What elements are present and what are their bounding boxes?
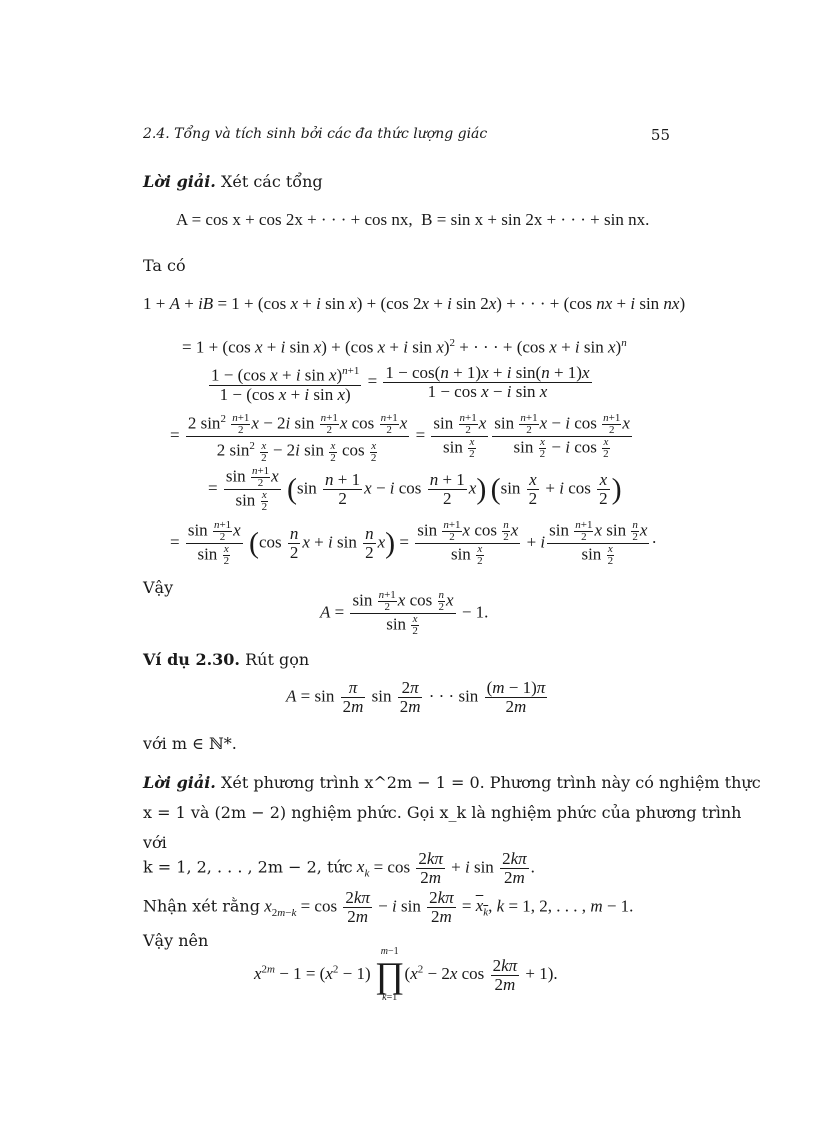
equation-result-A: A = sin $\frac{n+1}{2}$ x cos $\frac{n}{2}$ x sin $\frac{x}{2}$ − 1. [320,589,489,637]
solution2-line-4: k = 1, 2, . . . , 2m − 2, tức $x_k = \cos$ $\frac{2k\pi}{2m}$ + i sin $\frac{2k\pi}{2m}$ . [143,849,535,887]
solution2-text1: Xét phương trình x^2m − 1 = 0. Phương trình này có nghiệm thực [220,773,761,792]
equation-def-A-B [176,210,649,230]
vay: Vậy [143,578,174,597]
equation-line-4: = 2 $\sin^2$ $\frac{n+1}{2}$ x − 2i sin $\frac{n+1}{2}$ x cos $\frac{n+1}{2}$ x 2 $\sin^2$ $\frac{x}{2}$ − 2i sin $\frac{x}{2}$ cos $\frac{x}{2}$ = sin $\frac{n+1}{2}$ x sin $\frac{x}{2}$ sin $\frac{n+1}{2}$ x − i cos $\frac{n+1}{2}$ x sin $\frac{x}{2}$ − i cos $\frac{x}{2}$ [170,410,634,464]
solution2-line-2: x = 1 và (2m − 2) nghiệm phức. Gọi x_k là nghiệm phức của phương trình [143,803,742,822]
equation-line-5: = sin $\frac{n+1}{2}$ x sin $\frac{x}{2}$ (sin $\frac{n + 1}{2}$ x − i cos $\frac{n + 1}{2}$ x) (sin $\frac{x}{2}$ + i cos $\frac{x}{2}$ ) [208,465,622,513]
solution1-label: Lời giải. [143,172,216,191]
equation-line-6: = sin $\frac{n+1}{2}$ x sin $\frac{x}{2}$ (cos $\frac{n}{2}$ x + i sin $\frac{n}{2}$ x) = sin $\frac{n+1}{2}$ x cos $\frac{n}{2}$ x sin $\frac{x}{2}$ + i sin $\frac{n+1}{2}$ x sin $\frac{n}{2}$ x sin $\frac{x}{2}$ · [170,519,658,567]
solution2-label: Lời giải. [143,773,216,792]
example-2-30 [143,650,309,670]
equation-line-3: $\frac{1 - (\cos x + i \sin x)^{n+1}}{\text{1 − (cos x + i sin x)}}$ = $\frac{\text{1 − cos(n + 1)x + i sin(n + 1)x}}{\text{1 − cos x − i sin x}}$ [211,363,590,404]
equation-def-A: A = cos x + cos 2x + · · · + cos nx, [176,210,413,229]
page-number: 55 [650,126,670,144]
solution2-text5: Nhận xét rằng [143,896,260,916]
solution2-line-1 [143,773,761,793]
solution2-text4: k = 1, 2, . . . , 2m − 2, tức [143,857,353,877]
solution2-line-6: Vậy nên [143,931,209,950]
example-label: Ví dụ 2.30. [143,650,240,669]
example-text: Rút gọn [245,650,310,669]
equation-example: A = sin $\frac{\pi}{2m}$ sin $\frac{2\pi}{2m}$ · · · sin $\frac{(m - 1)\pi}{2m}$ [286,678,546,716]
solution1-intro-text: Xét các tổng [220,172,323,191]
equation-line-2: = 1 + (cos x + i sin x) + (cos x + i sin x)$^2$ + · · · + (cos x + i sin x)$^n$ [182,337,627,357]
equation-def-B: B = sin x + sin 2x + · · · + sin nx. [421,210,650,229]
running-header [143,126,670,146]
solution2-line-3: với [143,833,167,852]
example-condition: với m ∈ ℕ*. [143,734,237,753]
solution2-line-5: Nhận xét rằng $x_{2m-k} = \cos$ $\frac{2k\pi}{2m}$ − i sin $\frac{2k\pi}{2m}$ = $x_k$, k = 1, 2, . . . , m − 1. [143,888,634,926]
equation-product: $x^{2m} - 1 = (x^2 - 1)$ m−1 ∏ k=1 ($x^2 - 2x$ cos $\frac{2k\pi}{2m}$ + 1). [254,946,558,1003]
header-section-title: 2.4. Tổng và tích sinh bởi các đa thức lượng giác [143,126,488,142]
ta-co: Ta có [143,256,186,275]
solution1-intro [143,172,323,192]
equation-line-1: 1 + A + iB = 1 + (cos x + i sin x) + (cos 2x + i sin 2x) + · · · + (cos nx + i sin nx) [143,294,686,313]
